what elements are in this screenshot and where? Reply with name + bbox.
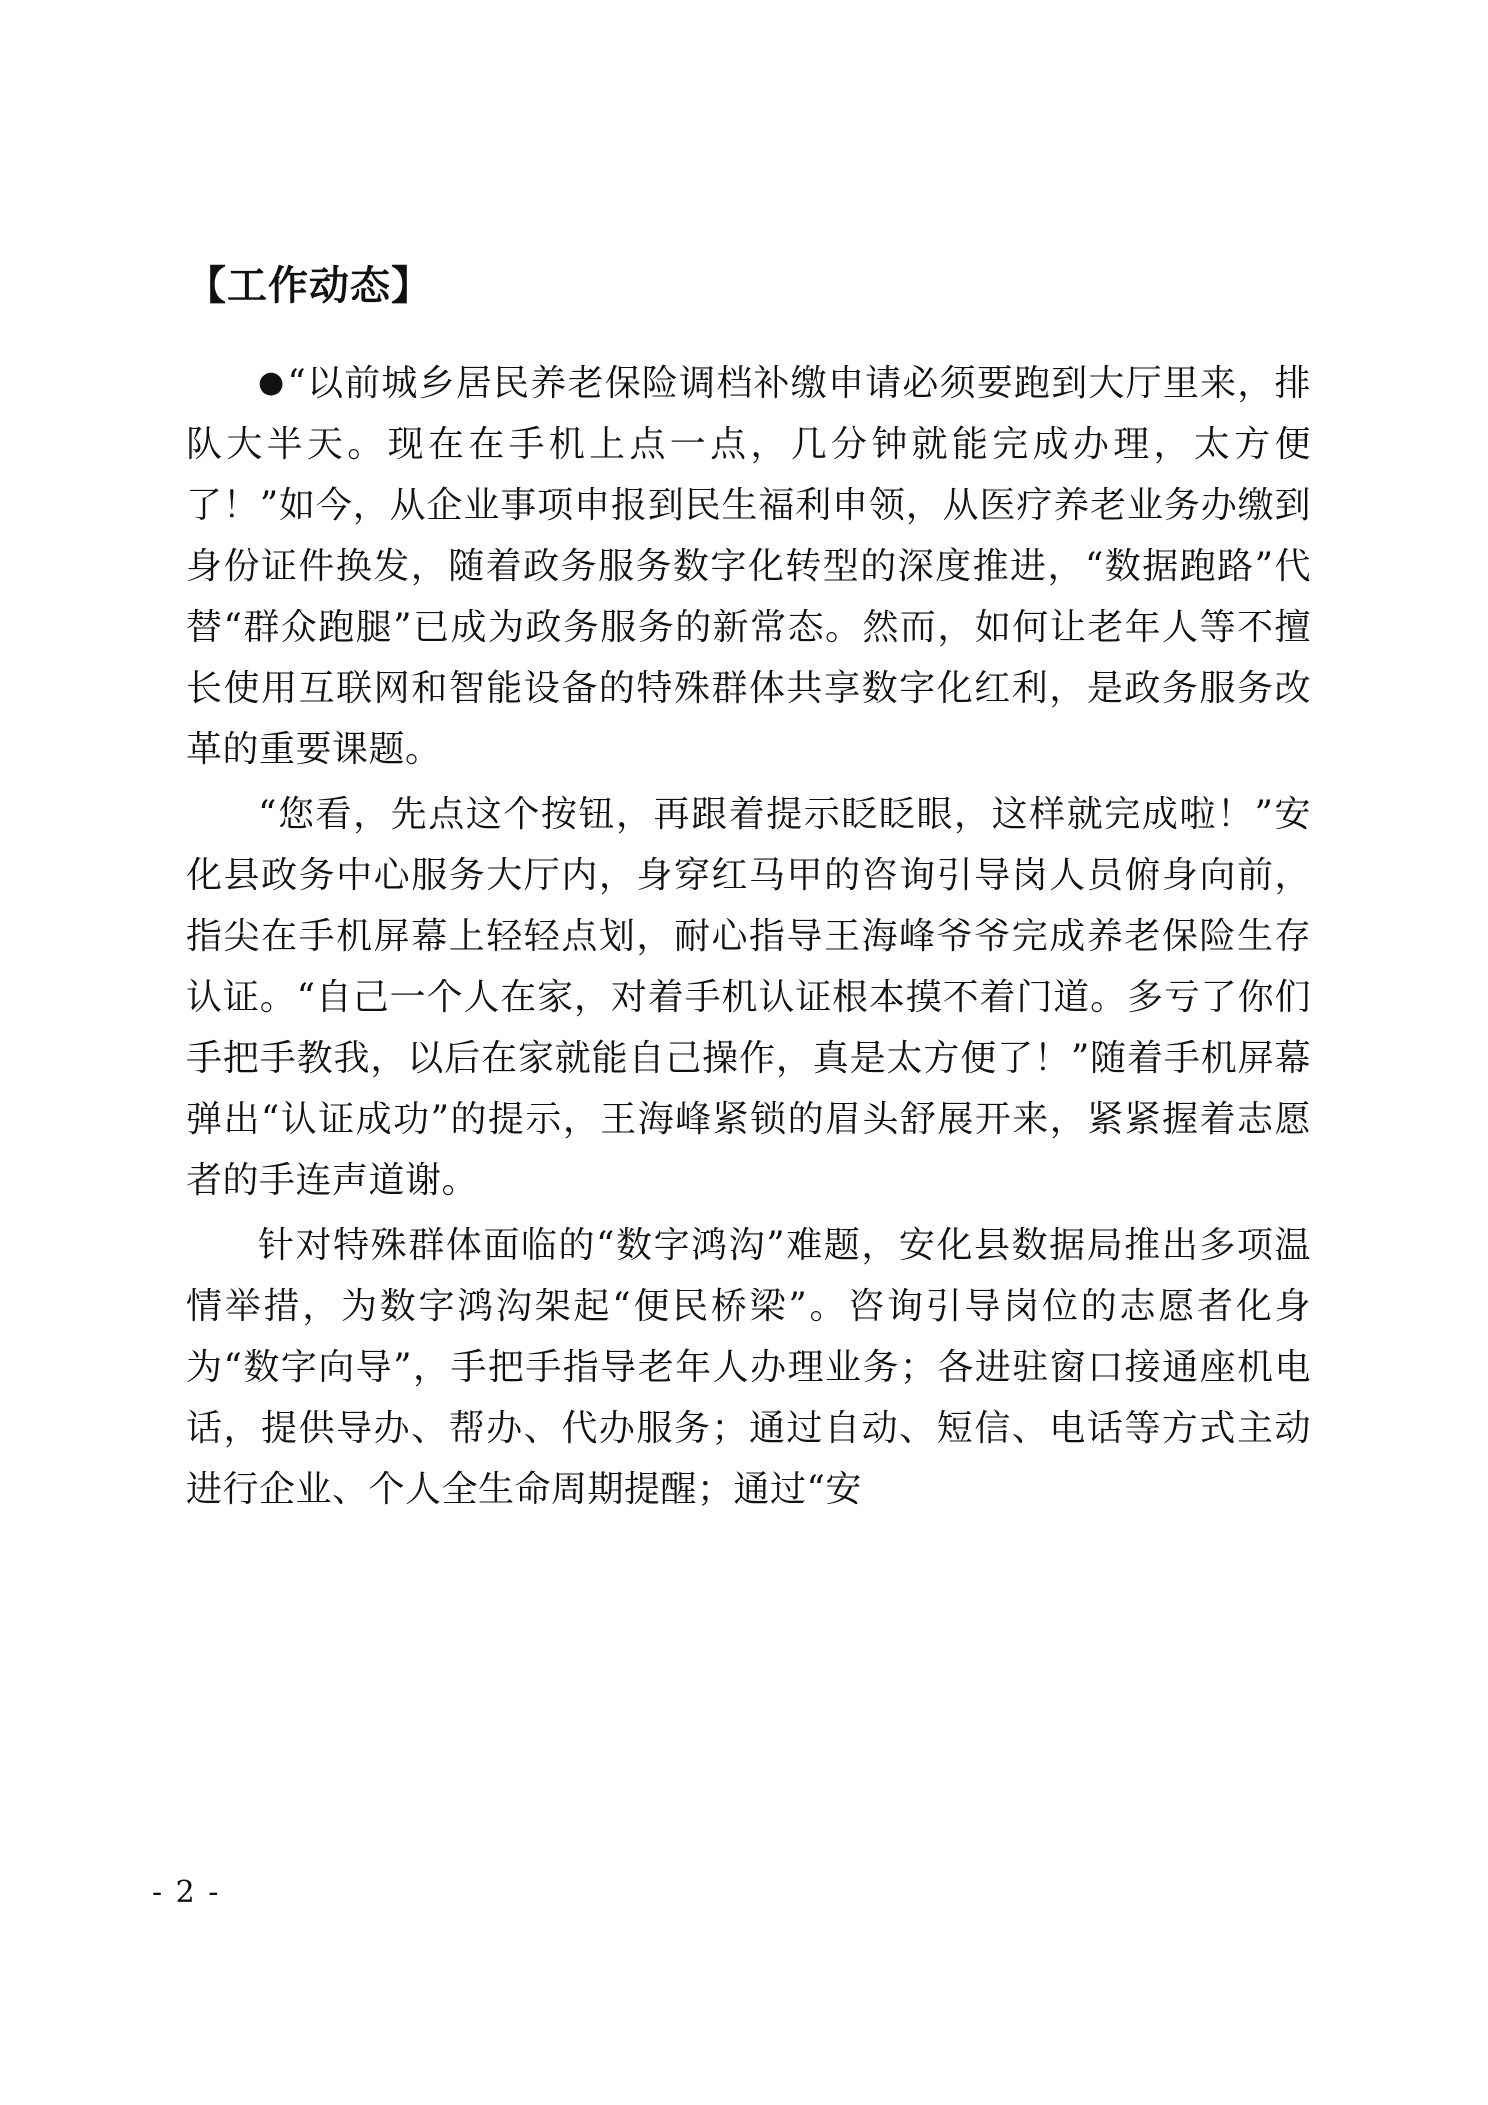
- paragraph-text: “您看，先点这个按钮，再跟着提示眨眨眼，这样就完成啦！”安化县政务中心服务大厅内，身穿红马甲的咨询引导岗人员俯身向前，指尖在手机屏幕上轻轻点划，耐心指导王海峰爷爷完成养老保险生存认证。“自己一个人在家，对着手机认证根本摸不着门道。多亏了你们手把手教我，以后在家就能自己操作，真是太方便了！”随着手机屏幕弹出“认证成功”的提示，王海峰紧锁的眉头舒展开来，紧紧握着志愿者的手连声道谢。: [186, 794, 1311, 1201]
- paragraph-text: 针对特殊群体面临的“数字鸿沟”难题，安化县数据局推出多项温情举措，为数字鸿沟架起“便民桥梁”。咨询引导岗位的志愿者化身为“数字向导”，手把手指导老年人办理业务；各进驻窗口接通座机电话，提供导办、帮办、代办服务；通过自动、短信、电话等方式主动进行企业、个人全生命周期提醒；通过“安: [186, 1225, 1311, 1510]
- paragraph-1: [186, 352, 1311, 780]
- section-heading: 【工作动态】: [186, 262, 432, 309]
- bullet-marker: ●: [258, 365, 286, 400]
- page-content: [186, 258, 1311, 1524]
- paragraph-3: [186, 1215, 1311, 1520]
- paragraph-2: [186, 784, 1311, 1211]
- paragraph-text: “以前城乡居民养老保险调档补缴申请必须要跑到大厅里来，排队大半天。现在在手机上点一点，几分钟就能完成办理，太方便了！”如今，从企业事项申报到民生福利申领，从医疗养老业务办缴到身份证件换发，随着政务服务数字化转型的深度推进，“数据跑路”代替“群众跑腿”已成为政务服务的新常态。然而，如何让老年人等不擅长使用互联网和智能设备的特殊群体共享数字化红利，是政务服务改革的重要课题。: [186, 363, 1311, 770]
- page-number: - 2 -: [152, 1875, 221, 1910]
